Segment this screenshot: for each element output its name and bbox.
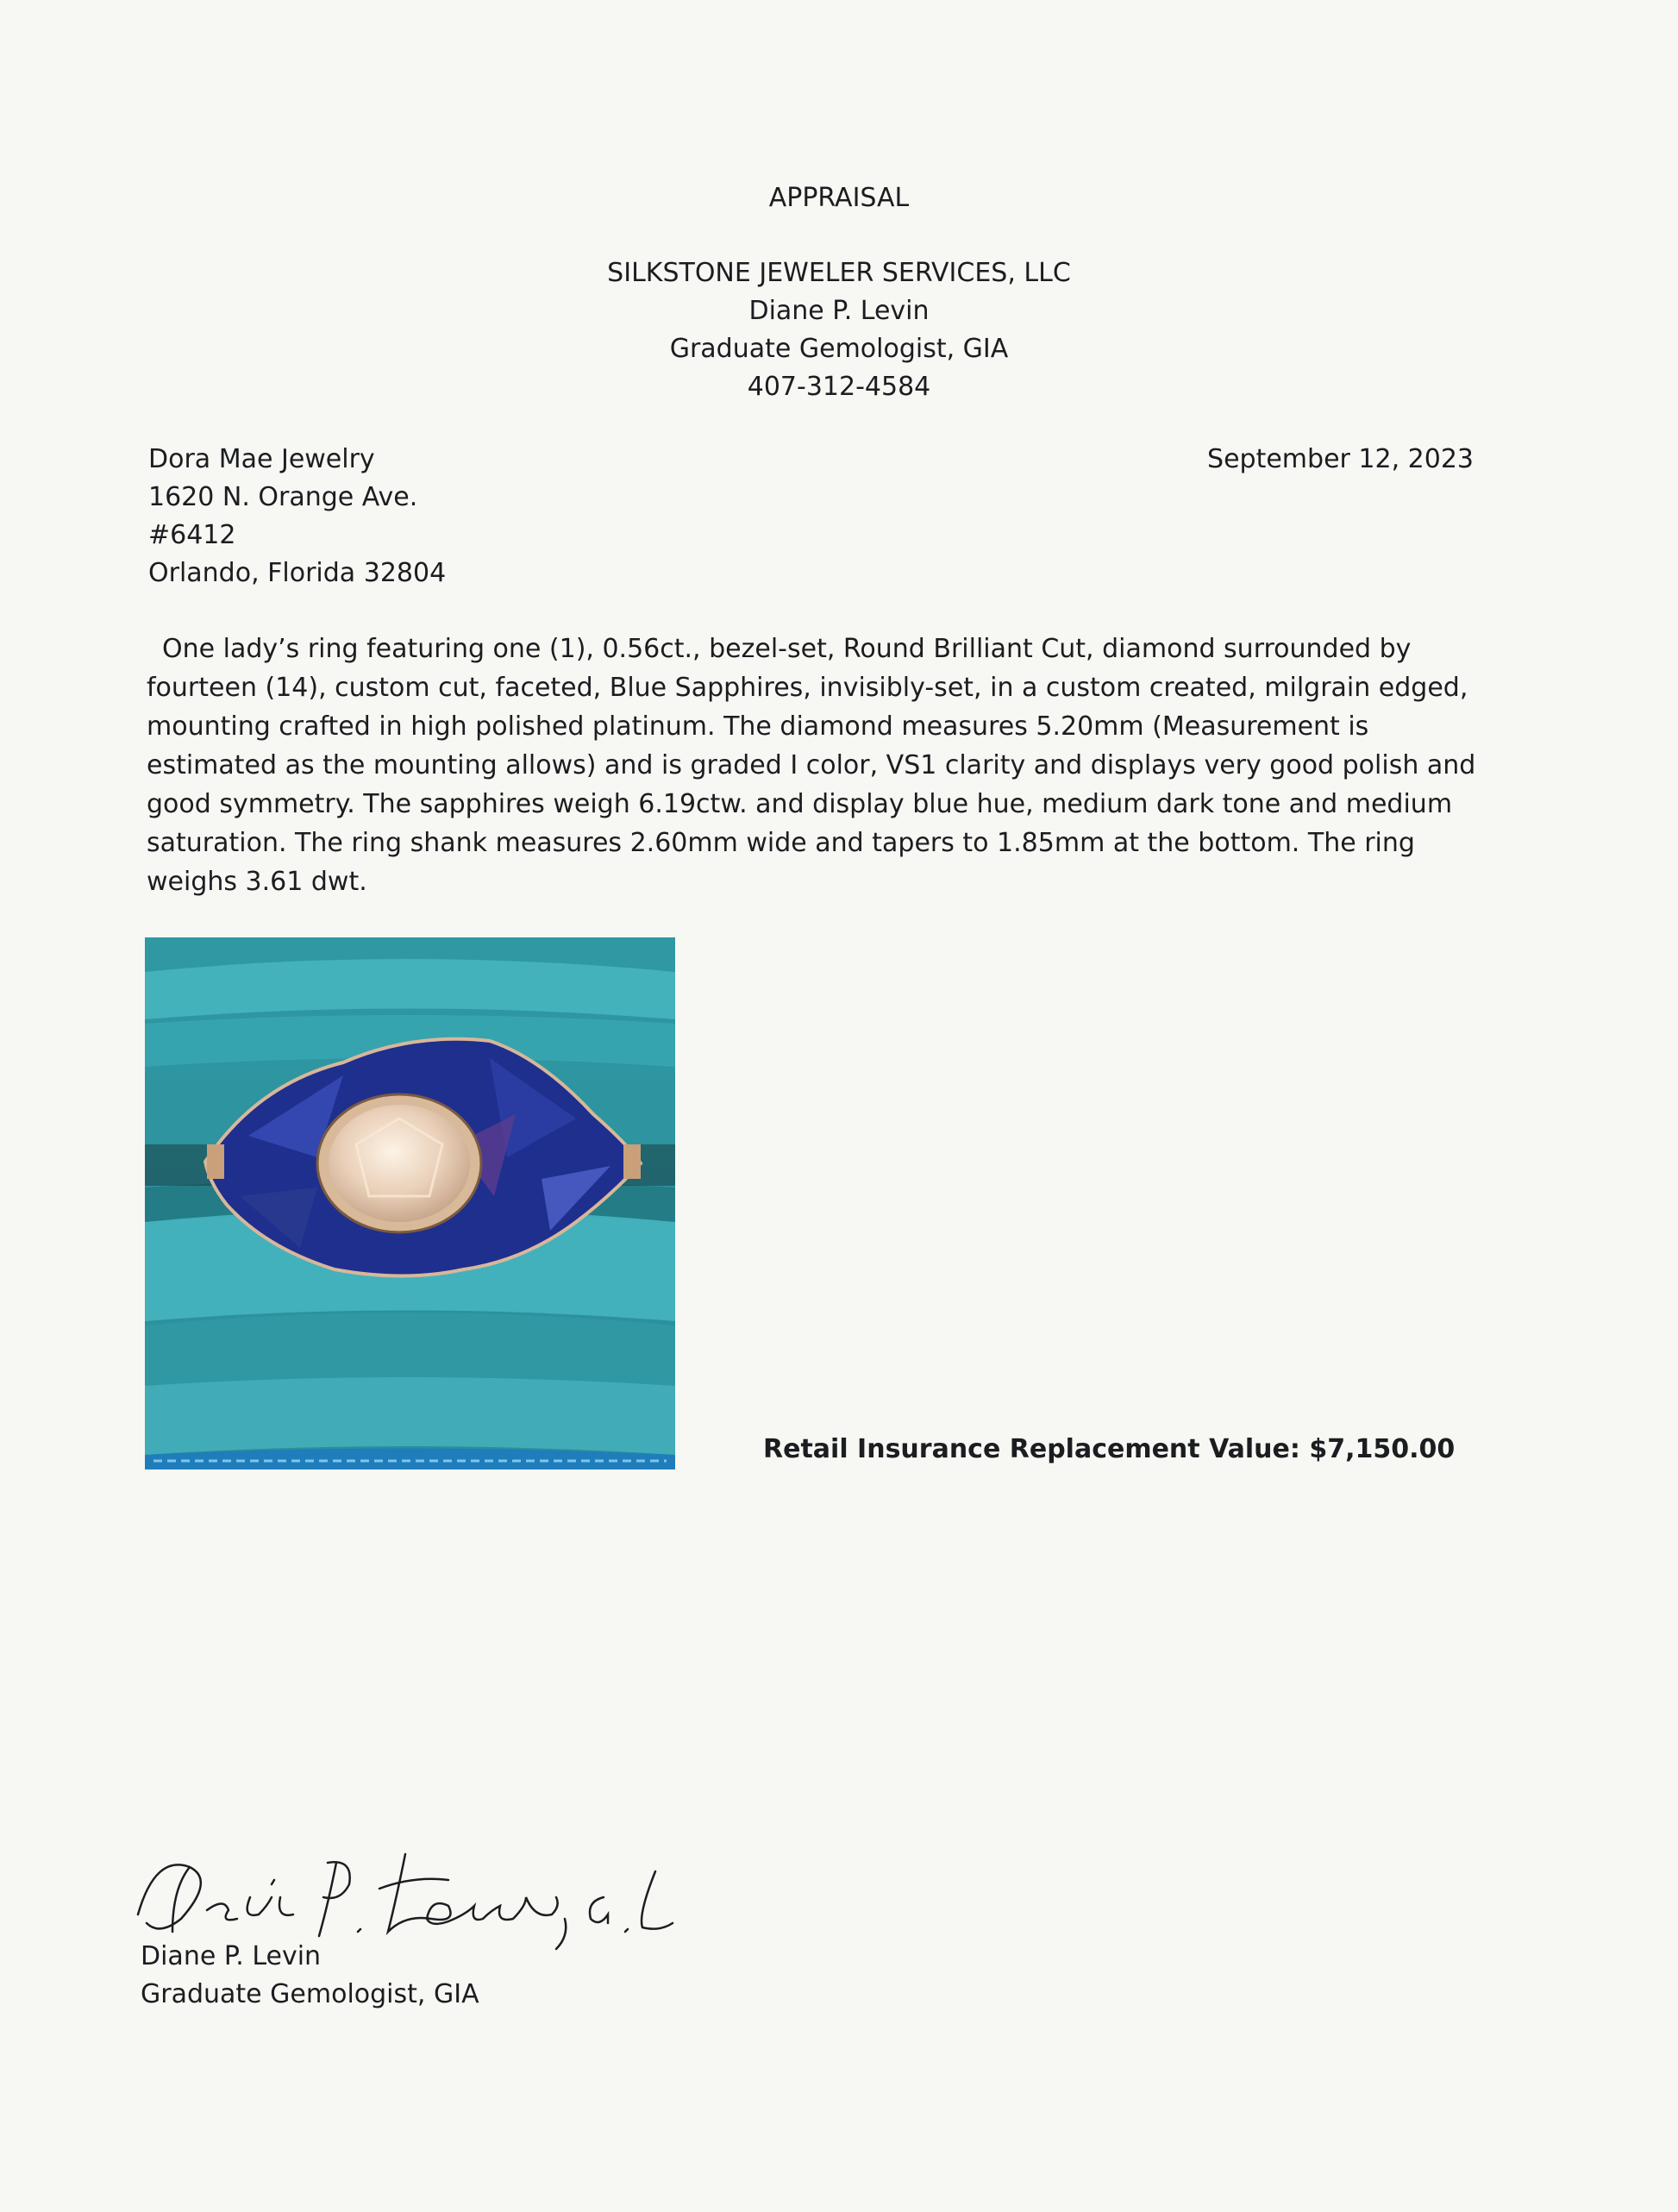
signature-title: Graduate Gemologist, GIA (141, 1979, 479, 2009)
ring-photo (145, 937, 675, 1469)
signature-name: Diane P. Levin (141, 1941, 322, 1971)
phone-number: 407-312-4584 (747, 372, 931, 402)
appraiser-title: Graduate Gemologist, GIA (669, 334, 1009, 364)
ring-description (147, 630, 1492, 901)
client-city-state-zip: Orlando, Florida 32804 (148, 558, 447, 588)
document-title: APPRAISAL (768, 183, 910, 213)
client-name: Dora Mae Jewelry (148, 444, 375, 474)
appraiser-name: Diane P. Levin (748, 296, 930, 326)
replacement-value: Retail Insurance Replacement Value: $7,150.00 (763, 1434, 1456, 1464)
client-address-line2: #6412 (148, 520, 236, 550)
company-name: SILKSTONE JEWELER SERVICES, LLC (607, 258, 1071, 288)
appraisal-date: September 12, 2023 (1207, 444, 1474, 474)
client-address-line1: 1620 N. Orange Ave. (148, 482, 418, 512)
description-text: One lady’s ring featuring one (1), 0.56ct., bezel-set, Round Brilliant Cut, diamond surrounded by fourteen (14), custom cut, faceted, Blue Sapphires, invisibly-set, in a custom created, milgrain edged, mounting crafted in high polished platinum. The diamond measures 5.20mm (Measurement is estimated as the mounting allows) and is graded I color, VS1 clarity and displays very good polish and good symmetry. The sapphires weigh 6.19ctw. and display blue hue, medium dark tone and medium saturation. The ring shank measures 2.60mm wide and tapers to 1.85mm at the bottom. The ring weighs 3.61 dwt. (147, 634, 1476, 897)
